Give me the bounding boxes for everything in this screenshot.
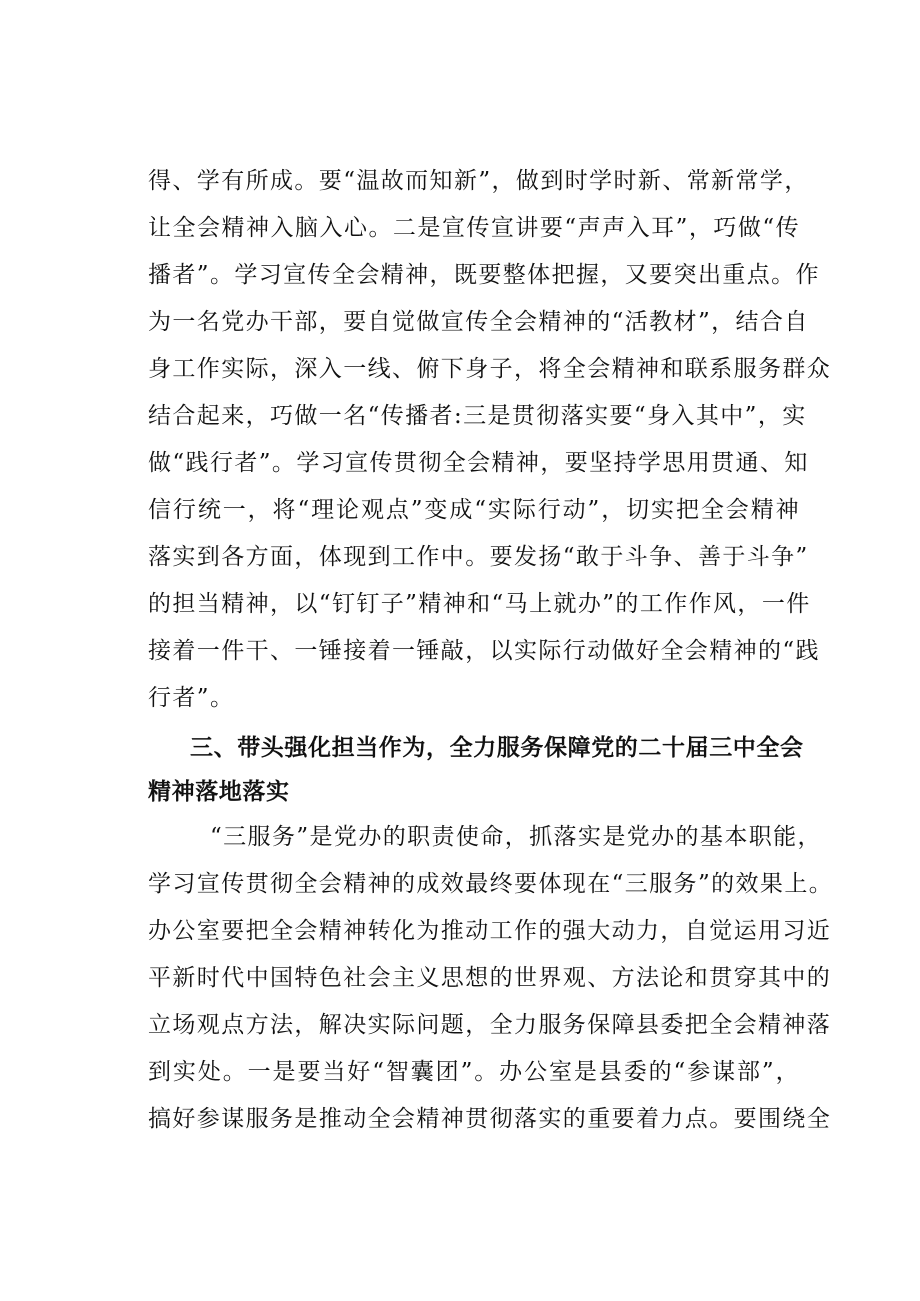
text-line: 平新时代中国特色社会主义思想的世界观、方法论和贯穿其中的 — [148, 965, 832, 991]
text-line: 做“践行者”。学习宣传贯彻全会精神，要坚持学思用贯通、知 — [148, 450, 809, 476]
heading-line: 精神落地落实 — [148, 779, 290, 805]
text-line: 办公室要把全会精神转化为推动工作的强大动力，自觉运用习近 — [148, 918, 832, 944]
text-line: 搞好参谋服务是推动全会精神贯彻落实的重要着力点。要围绕全 — [148, 1106, 832, 1132]
text-line: 到实处。一是要当好“智囊团”。办公室是县委的“参谋部”， — [148, 1059, 800, 1085]
text-line: “三服务”是党办的职责使命，抓落实是党办的基本职能， — [210, 824, 822, 850]
text-line: 行者”。 — [148, 685, 235, 711]
text-line: 信行统一，将“理论观点”变成“实际行动”，切实把全会精神 — [148, 497, 800, 523]
text-line: 落实到各方面，体现到工作中。要发扬“敢于斗争、善于斗争” — [148, 544, 809, 570]
text-line: 立场观点方法，解决实际问题，全力服务保障县委把全会精神落 — [148, 1012, 832, 1038]
text-line: 为一名党办干部，要自觉做宣传全会精神的“活教材”，结合自 — [148, 309, 809, 335]
text-line: 学习宣传贯彻全会精神的成效最终要体现在“三服务”的效果上。 — [148, 871, 834, 897]
text-line: 让全会精神入脑入心。二是宣传宣讲要“声声入耳”，巧做“传 — [148, 215, 800, 241]
text-line: 的担当精神，以“钉钉子”精神和“马上就办”的工作作风，一件 — [148, 591, 811, 617]
text-line: 得、学有所成。要“温故而知新”，做到时学时新、常新常学， — [148, 168, 809, 194]
text-line: 接着一件干、一锤接着一锤敲，以实际行动做好全会精神的“践 — [148, 638, 820, 664]
text-line: 身工作实际，深入一线、俯下身子，将全会精神和联系服务群众 — [148, 356, 832, 382]
heading-line: 三、带头强化担当作为，全力服务保障党的二十届三中全会 — [190, 735, 804, 761]
text-line: 结合起来，巧做一名“传播者:三是贯彻落实要“身入其中”，实 — [148, 403, 807, 429]
text-line: 播者”。学习宣传全会精神，既要整体把握，又要突出重点。作 — [148, 262, 820, 288]
